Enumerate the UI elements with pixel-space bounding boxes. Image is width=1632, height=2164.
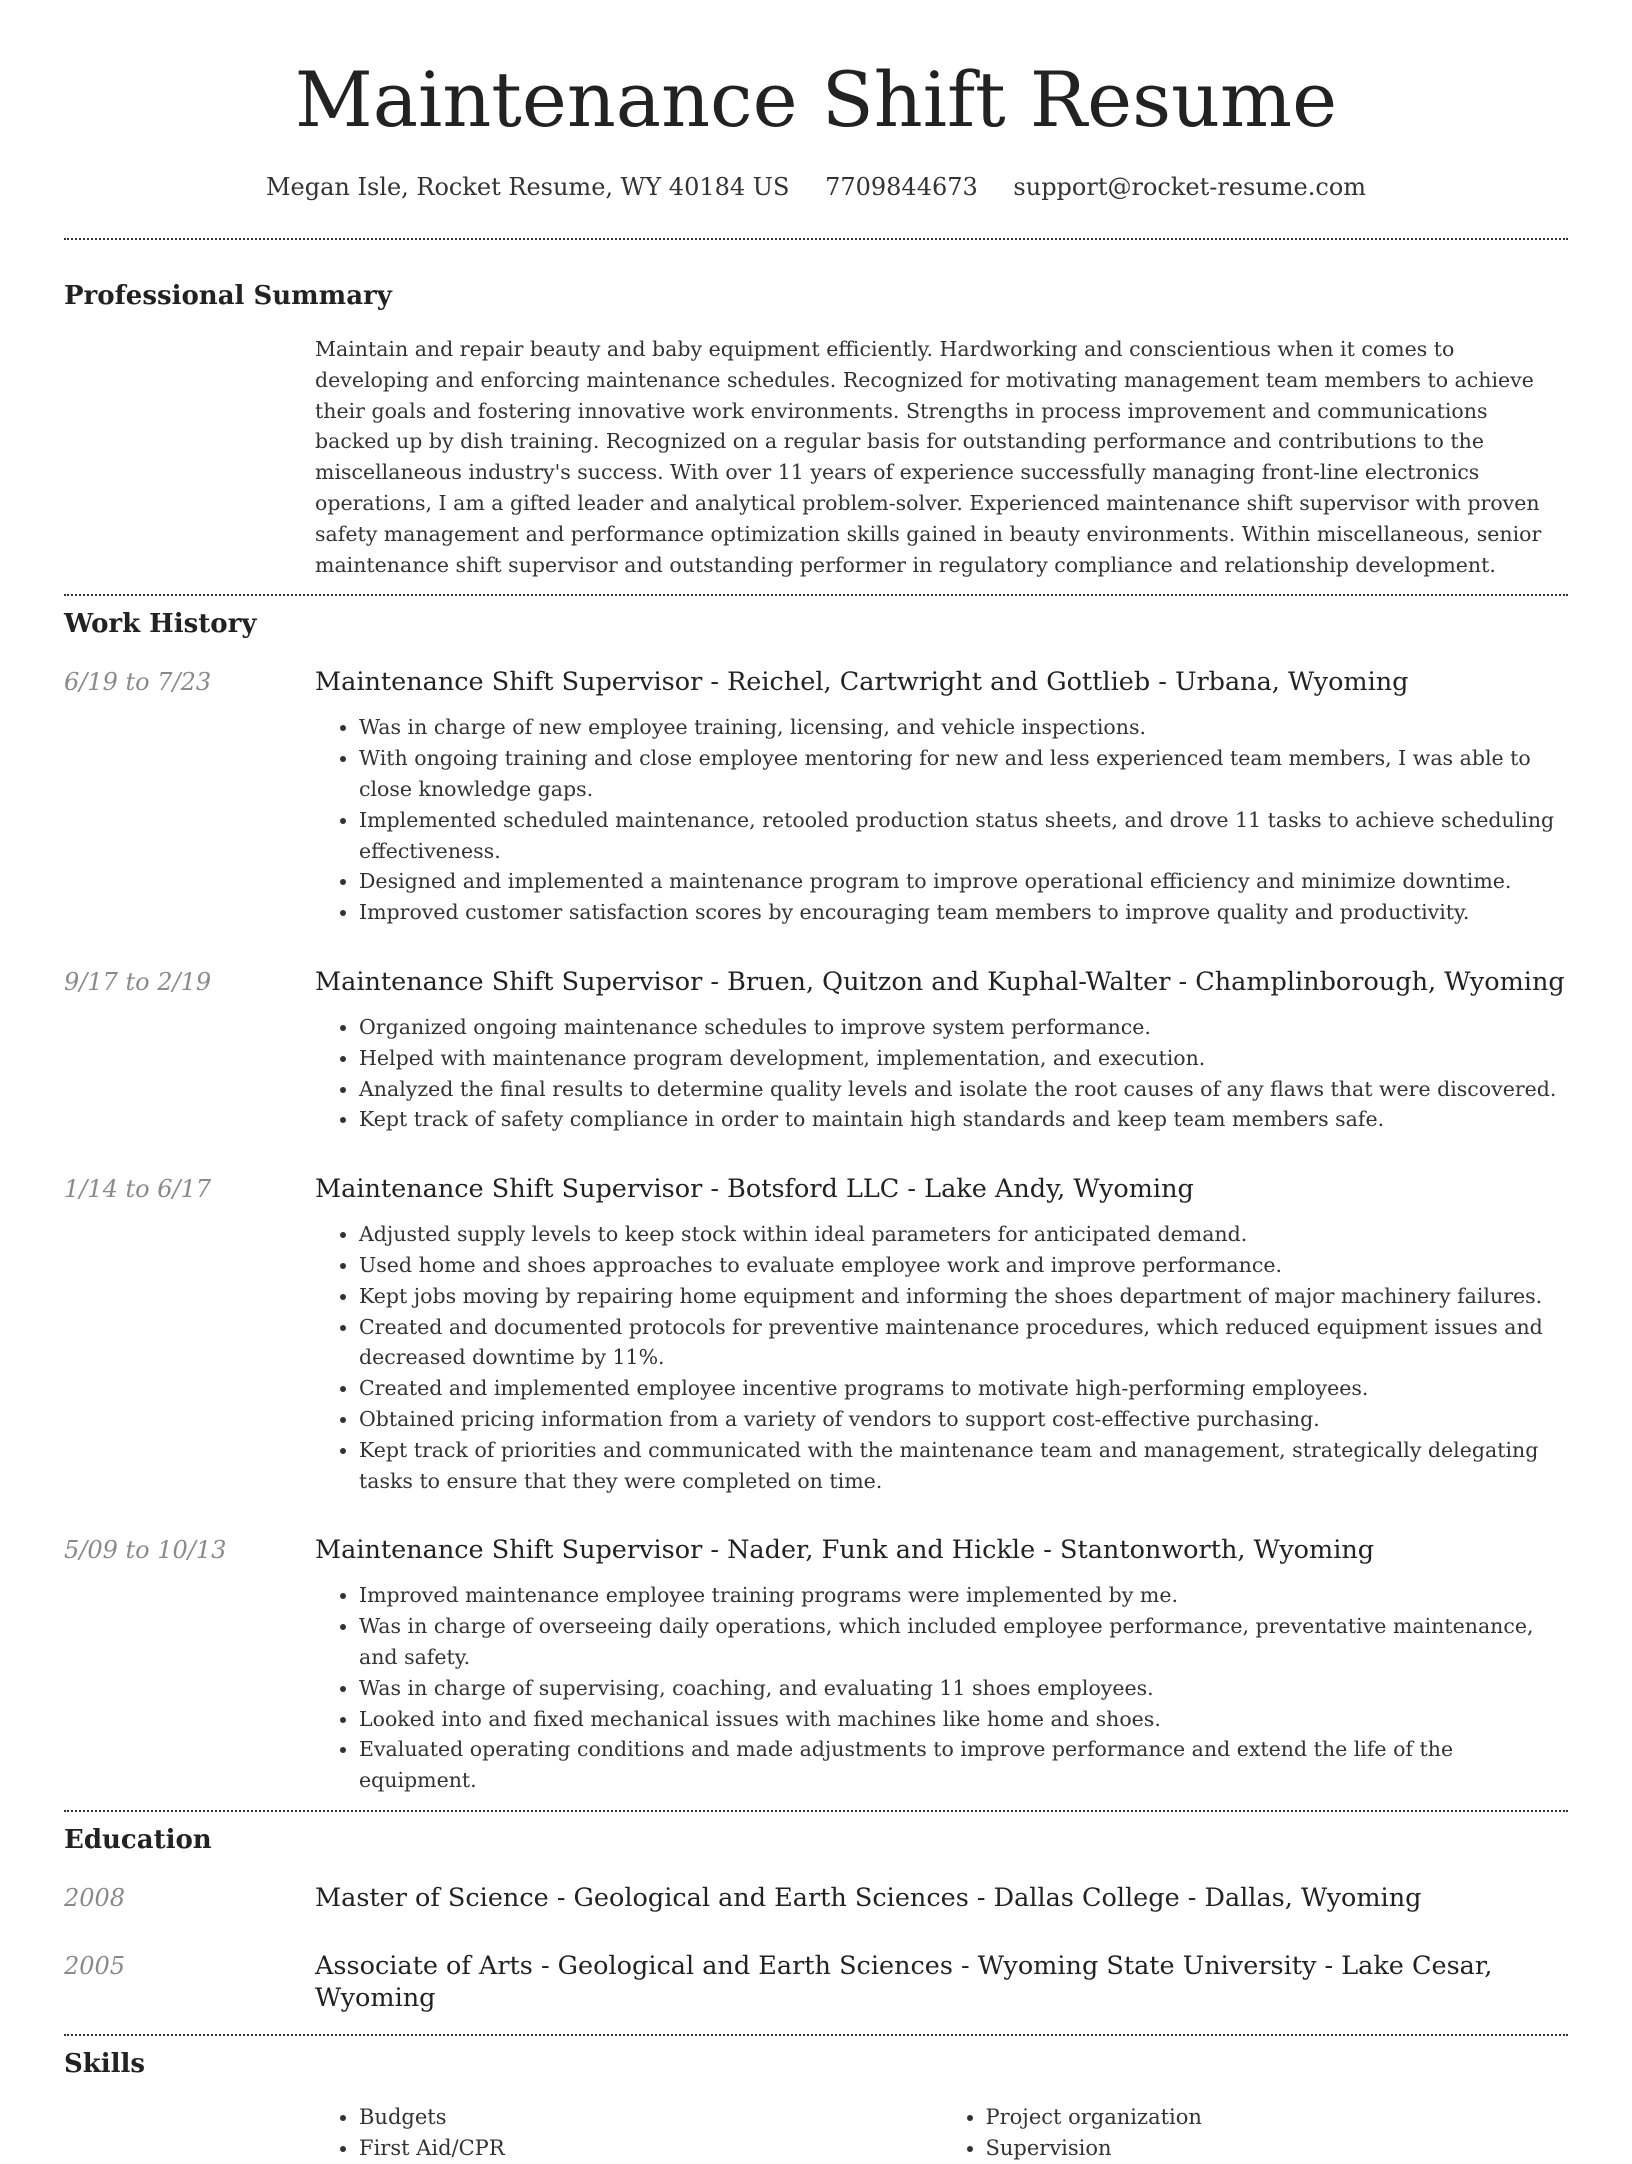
contact-email: support@rocket-resume.com	[1013, 173, 1367, 201]
section-title-skills: Skills	[64, 2048, 146, 2079]
section-title-education: Education	[64, 1824, 212, 1855]
skill-item: • Budgets	[359, 2102, 942, 2133]
job-date: 5/09 to 10/13	[64, 1536, 227, 1565]
job-bullet: • With ongoing training and close employee mentoring for new and less experienced team members, I was able to close knowledge gaps.	[359, 743, 1568, 805]
job-heading: Maintenance Shift Supervisor - Bruen, Quitzon and Kuphal-Walter - Champlinborough, Wyoming	[315, 966, 1565, 997]
education-entry	[64, 1882, 1568, 1914]
job-date: 9/17 to 2/19	[64, 967, 212, 996]
education-date: 2005	[64, 1951, 126, 1980]
skills-column-left	[315, 2102, 942, 2164]
job-bullet: • Was in charge of overseeing daily operations, which included employee performance, preventative maintenance, and safety.	[359, 1611, 1568, 1673]
job-bullet: • Kept track of priorities and communicated with the maintenance team and management, strategically delegating tasks to ensure that they were completed on time.	[359, 1435, 1568, 1497]
job-heading: Maintenance Shift Supervisor - Nader, Funk and Hickle - Stantonworth, Wyoming	[315, 1535, 1375, 1566]
section-title-summary: Professional Summary	[64, 281, 392, 311]
job-date: 1/14 to 6/17	[64, 1175, 212, 1204]
job-bullets	[315, 1580, 1568, 1796]
job-entry	[64, 1173, 1568, 1496]
job-heading: Maintenance Shift Supervisor - Botsford LLC - Lake Andy, Wyoming	[315, 1174, 1194, 1205]
job-bullet: • Organized ongoing maintenance schedules to improve system performance.	[359, 1012, 1568, 1043]
divider	[64, 238, 1568, 240]
skill-item: • Supervision	[986, 2133, 1569, 2164]
education-heading: Master of Science - Geological and Earth Sciences - Dallas College - Dallas, Wyoming	[315, 1882, 1422, 1913]
resume-header	[64, 0, 1568, 202]
job-bullet: • Created and documented protocols for preventive maintenance procedures, which reduced equipment issues and decreased downtime by 11%.	[359, 1312, 1568, 1374]
job-bullet: • Analyzed the final results to determine quality levels and isolate the root causes of any flaws that were discovered.	[359, 1074, 1568, 1105]
job-body	[315, 966, 1568, 1135]
job-body	[315, 1173, 1568, 1496]
job-bullets	[315, 1012, 1568, 1135]
job-entry	[64, 966, 1568, 1135]
job-bullet: • Used home and shoes approaches to evaluate employee work and improve performance.	[359, 1250, 1568, 1281]
job-bullet: • Designed and implemented a maintenance program to improve operational efficiency and minimize downtime.	[359, 866, 1568, 897]
job-bullet: • Improved customer satisfaction scores by encouraging team members to improve quality and productivity.	[359, 897, 1568, 928]
job-date: 6/19 to 7/23	[64, 668, 212, 697]
job-bullet: • Kept track of safety compliance in order to maintain high standards and keep team members safe.	[359, 1104, 1568, 1135]
contact-line	[64, 172, 1568, 202]
page-title: Maintenance Shift Resume	[294, 55, 1338, 144]
job-entry	[64, 1534, 1568, 1796]
job-bullet: • Improved maintenance employee training programs were implemented by me.	[359, 1580, 1568, 1611]
job-bullet: • Obtained pricing information from a variety of vendors to support cost-effective purchasing.	[359, 1404, 1568, 1435]
job-body	[315, 1534, 1568, 1796]
divider	[64, 2034, 1568, 2036]
job-bullet: • Was in charge of new employee training, licensing, and vehicle inspections.	[359, 712, 1568, 743]
job-entry	[64, 666, 1568, 928]
job-bullet: • Evaluated operating conditions and made adjustments to improve performance and extend the life of the equipment.	[359, 1734, 1568, 1796]
job-bullets	[315, 1219, 1568, 1496]
divider	[64, 1810, 1568, 1812]
job-bullet: • Adjusted supply levels to keep stock within ideal parameters for anticipated demand.	[359, 1219, 1568, 1250]
job-bullet: • Kept jobs moving by repairing home equipment and informing the shoes department of major machinery failures.	[359, 1281, 1568, 1312]
job-bullets	[315, 712, 1568, 928]
divider	[64, 594, 1568, 596]
education-entry	[64, 1950, 1568, 2014]
job-bullet: • Was in charge of supervising, coaching, and evaluating 11 shoes employees.	[359, 1673, 1568, 1704]
education-date: 2008	[64, 1883, 126, 1912]
education-heading: Associate of Arts - Geological and Earth Sciences - Wyoming State University - Lake Cesar, Wyoming	[315, 1950, 1493, 2013]
job-body	[315, 666, 1568, 928]
contact-address: Megan Isle, Rocket Resume, WY 40184 US	[265, 173, 790, 201]
skill-item: • First Aid/CPR	[359, 2133, 942, 2164]
job-bullet: • Implemented scheduled maintenance, retooled production status sheets, and drove 11 tasks to achieve scheduling effectiveness.	[359, 805, 1568, 867]
skills-column-right	[942, 2102, 1569, 2164]
job-bullet: • Looked into and fixed mechanical issues with machines like home and shoes.	[359, 1704, 1568, 1735]
summary-text: Maintain and repair beauty and baby equipment efficiently. Hardworking and conscientious when it comes to developing and enforcing maintenance schedules. Recognized for motivating management team members to achieve their goals and fostering innovative work environments. Strengths in process improvement and communications backed up by dish training. Recognized on a regular basis for outstanding performance and contributions to the miscellaneous industry's success. With over 11 years of experience successfully managing front-line electronics operations, I am a gifted leader and analytical problem-solver. Experienced maintenance shift supervisor with proven safety management and performance optimization skills gained in beauty environments. Within miscellaneous, senior maintenance shift supervisor and outstanding performer in regulatory compliance and relationship development.	[315, 337, 1542, 577]
skills-list	[315, 2102, 1568, 2164]
job-heading: Maintenance Shift Supervisor - Reichel, Cartwright and Gottlieb - Urbana, Wyoming	[315, 667, 1409, 698]
contact-phone: 7709844673	[825, 173, 978, 201]
job-bullet: • Helped with maintenance program development, implementation, and execution.	[359, 1043, 1568, 1074]
section-title-work-history: Work History	[64, 609, 257, 640]
skill-item: • Project organization	[986, 2102, 1569, 2133]
job-bullet: • Created and implemented employee incentive programs to motivate high-performing employees.	[359, 1373, 1568, 1404]
